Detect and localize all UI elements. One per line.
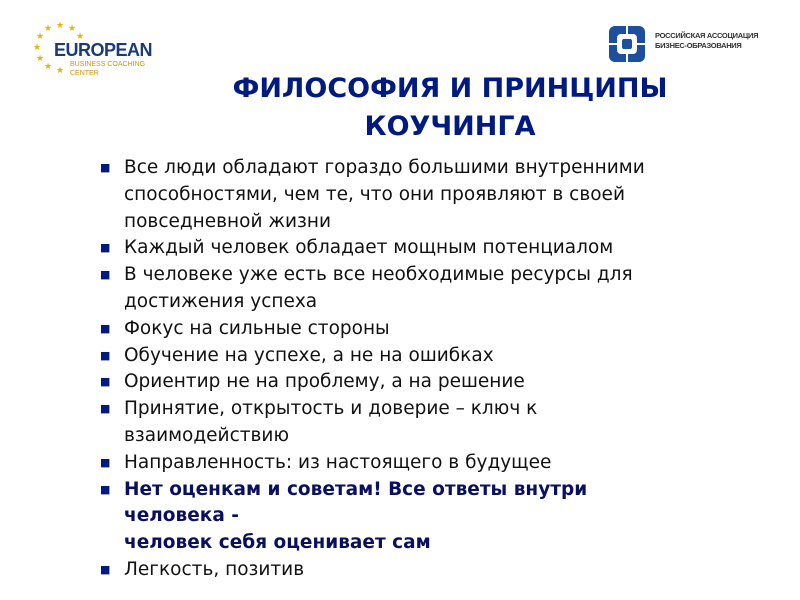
principle-text-line: способностями, чем те, что они проявляют в своей: [124, 183, 625, 205]
principle-text-line: Все люди обладают гораздо большими внутренними: [124, 157, 645, 178]
bullet-marker-icon: ■: [100, 562, 111, 576]
principle-item: [98, 343, 778, 370]
logo-right-line1: РОССИЙСКАЯ АССОЦИАЦИЯ: [655, 31, 759, 40]
bullet-marker-icon: ■: [100, 455, 111, 469]
slide-title-line1: ФИЛОСОФИЯ И ПРИНЦИПЫ: [232, 73, 668, 104]
slide-title-line2: КОУЧИНГА: [364, 111, 536, 142]
bullet-marker-icon: ■: [100, 161, 111, 174]
svg-text:★: ★: [35, 54, 45, 64]
principle-text-line: Нет оценкам и советам! Все ответы внутри: [124, 478, 588, 500]
principle-item: [98, 316, 778, 343]
rabe-emblem-icon: [607, 24, 647, 64]
principle-text-line: Принятие, открытость и доверие – ключ к: [124, 398, 538, 420]
svg-text:★: ★: [55, 66, 65, 76]
principle-text-line: человек себя оценивает сам: [124, 532, 431, 554]
principle-item: [98, 396, 778, 450]
svg-text:★: ★: [55, 21, 65, 31]
principle-item: [98, 477, 778, 557]
principle-text-line: Направленность: из настоящего в будущее: [124, 451, 552, 473]
bullet-marker-icon: ■: [100, 402, 111, 416]
principle-text-line: Ориентир не на проблему, а на решение: [124, 371, 525, 393]
bullet-marker-icon: ■: [100, 241, 111, 255]
bullet-marker-icon: ■: [100, 375, 111, 389]
russian-business-education-association-logo: [605, 24, 780, 64]
principle-text-line: человека -: [124, 505, 239, 527]
logo-right-line2: БИЗНЕС-ОБРАЗОВАНИЯ: [655, 41, 742, 50]
bullet-marker-icon: ■: [100, 321, 111, 335]
principle-text-line: достижения успеха: [124, 290, 318, 312]
svg-text:★: ★: [32, 43, 42, 53]
principle-text-line: повседневной жизни: [124, 210, 332, 232]
logo-left-sub-line1: BUSINESS COACHING: [70, 61, 146, 68]
principles-list: [98, 155, 778, 584]
principle-text-line: Фокус на сильные стороны: [124, 317, 390, 339]
european-business-coaching-logo: [30, 20, 160, 80]
logo-right-text: [655, 31, 758, 51]
principle-text-line: Легкость, позитив: [124, 558, 305, 580]
principle-item: [98, 557, 778, 584]
logo-left-title: EUROPEAN: [54, 40, 153, 60]
svg-text:★: ★: [67, 24, 77, 34]
slide-title: [160, 70, 740, 146]
principle-item: [98, 262, 778, 316]
principle-text-line: взаимодействию: [124, 424, 290, 446]
principle-item: [98, 369, 778, 396]
principle-item: [98, 450, 778, 477]
svg-text:★: ★: [43, 24, 53, 34]
svg-text:★: ★: [35, 32, 45, 42]
principle-text-line: Каждый человек обладает мощным потенциалом: [124, 237, 614, 259]
principle-text-line: Обучение на успехе, а не на ошибках: [124, 344, 494, 366]
logo-left-subtitle: [70, 60, 145, 78]
logo-left-sub-line2: CENTER: [70, 70, 99, 77]
svg-text:★: ★: [75, 32, 85, 42]
bullet-marker-icon: ■: [100, 268, 111, 282]
bullet-marker-icon: ■: [100, 348, 111, 362]
svg-text:★: ★: [43, 62, 53, 72]
principle-text-line: В человеке уже есть все необходимые ресурсы для: [124, 264, 633, 286]
bullet-marker-icon: ■: [100, 482, 111, 496]
principle-item: [98, 155, 778, 235]
principle-item: [98, 235, 778, 262]
